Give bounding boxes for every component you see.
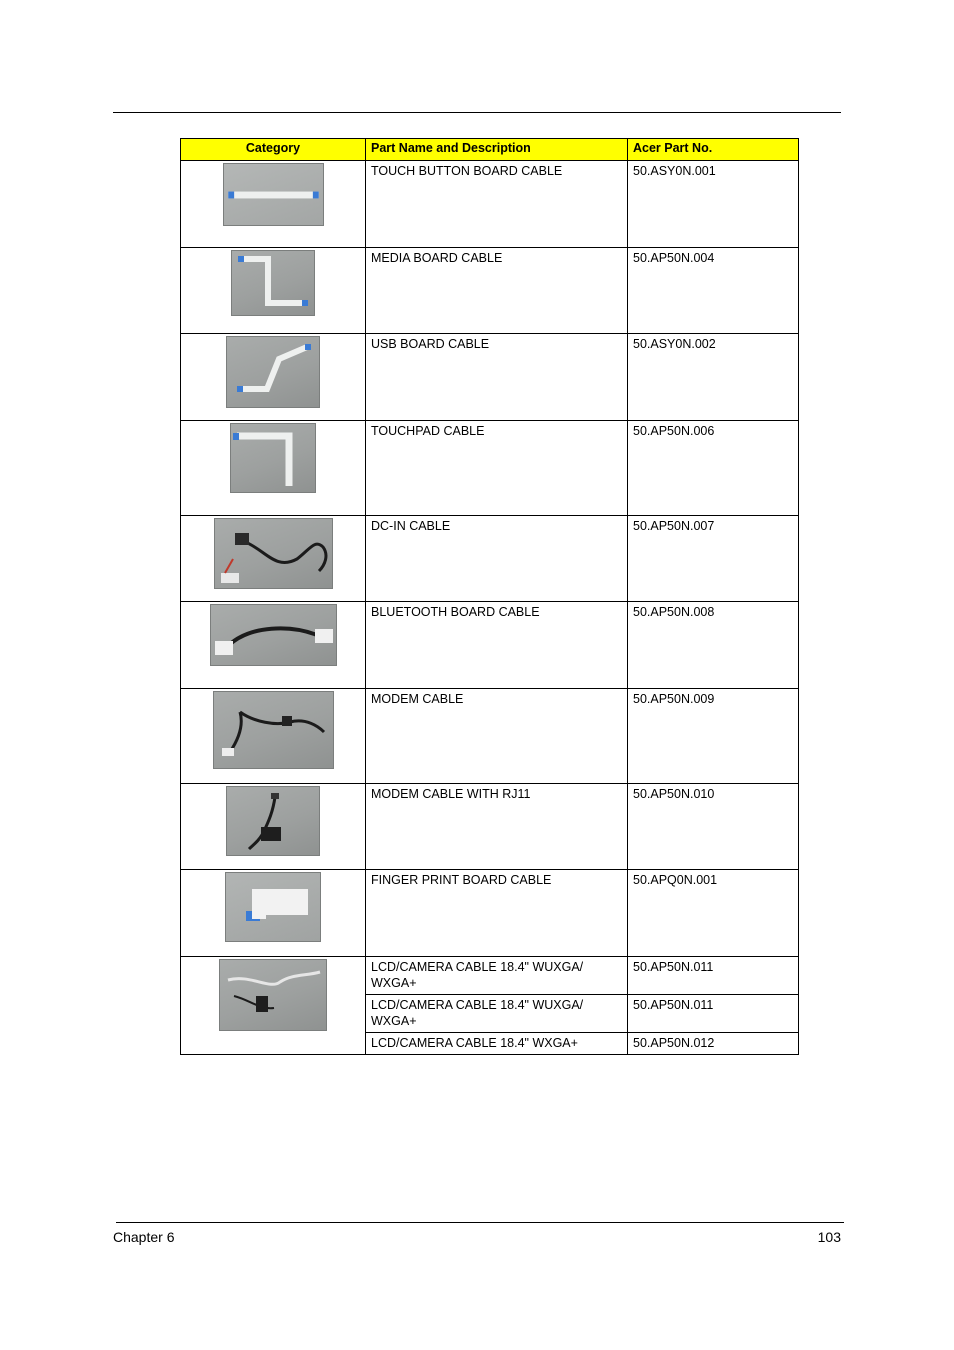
category-cell [181, 870, 366, 957]
description-cell: DC-IN CABLE [366, 516, 628, 602]
header-part-no: Acer Part No. [628, 139, 799, 161]
description-cell: MODEM CABLE WITH RJ11 [366, 784, 628, 870]
part-no-cell: 50.ASY0N.001 [628, 161, 799, 248]
part-no-cell: 50.AP50N.004 [628, 248, 799, 334]
part-no-cell: 50.ASY0N.002 [628, 334, 799, 421]
table-row [181, 784, 799, 870]
description-cell: LCD/CAMERA CABLE 18.4" WUXGA/ WXGA+ [366, 995, 628, 1033]
page-number: 103 [817, 1229, 841, 1245]
description-cell: MODEM CABLE [366, 689, 628, 784]
table-header-row [181, 139, 799, 161]
part-no-cell: 50.AP50N.009 [628, 689, 799, 784]
description-cell: BLUETOOTH BOARD CABLE [366, 602, 628, 689]
part-no-cell: 50.AP50N.011 [628, 957, 799, 995]
lcd-camera-cable-icon [219, 959, 327, 1031]
modem-cable-icon [213, 691, 334, 769]
table-row [181, 957, 799, 995]
category-cell [181, 248, 366, 334]
description-cell: TOUCHPAD CABLE [366, 421, 628, 516]
flat-ribbon-cable-icon [223, 163, 324, 226]
footer-chapter: Chapter 6 [113, 1229, 175, 1245]
table-row [181, 689, 799, 784]
description-cell: LCD/CAMERA CABLE 18.4" WUXGA/ WXGA+ [366, 957, 628, 995]
table-row [181, 334, 799, 421]
category-cell [181, 161, 366, 248]
table-row [181, 161, 799, 248]
table-row [181, 602, 799, 689]
category-cell [181, 784, 366, 870]
part-no-cell: 50.AP50N.006 [628, 421, 799, 516]
table-row [181, 870, 799, 957]
fingerprint-cable-icon [225, 872, 321, 942]
table-row [181, 421, 799, 516]
header-category: Category [181, 139, 366, 161]
parts-table [180, 138, 799, 1055]
description-cell: TOUCH BUTTON BOARD CABLE [366, 161, 628, 248]
rj11-cable-icon [226, 786, 320, 856]
folded-ribbon-cable-icon [231, 250, 315, 316]
description-cell: USB BOARD CABLE [366, 334, 628, 421]
category-cell [181, 334, 366, 421]
category-cell [181, 516, 366, 602]
dc-in-cable-icon [214, 518, 333, 589]
category-cell [181, 421, 366, 516]
description-cell: MEDIA BOARD CABLE [366, 248, 628, 334]
header-part-name: Part Name and Description [366, 139, 628, 161]
z-ribbon-cable-icon [226, 336, 320, 408]
description-cell: FINGER PRINT BOARD CABLE [366, 870, 628, 957]
table-row [181, 516, 799, 602]
footer-rule [116, 1222, 844, 1223]
part-no-cell: 50.AP50N.011 [628, 995, 799, 1033]
l-ribbon-cable-icon [230, 423, 316, 493]
category-cell [181, 602, 366, 689]
category-cell [181, 957, 366, 1055]
table-row [181, 248, 799, 334]
part-no-cell: 50.AP50N.008 [628, 602, 799, 689]
header-rule [113, 112, 841, 113]
category-cell [181, 689, 366, 784]
part-no-cell: 50.AP50N.010 [628, 784, 799, 870]
description-cell: LCD/CAMERA CABLE 18.4" WXGA+ [366, 1033, 628, 1055]
bluetooth-cable-icon [210, 604, 337, 666]
part-no-cell: 50.AP50N.012 [628, 1033, 799, 1055]
part-no-cell: 50.AP50N.007 [628, 516, 799, 602]
part-no-cell: 50.APQ0N.001 [628, 870, 799, 957]
